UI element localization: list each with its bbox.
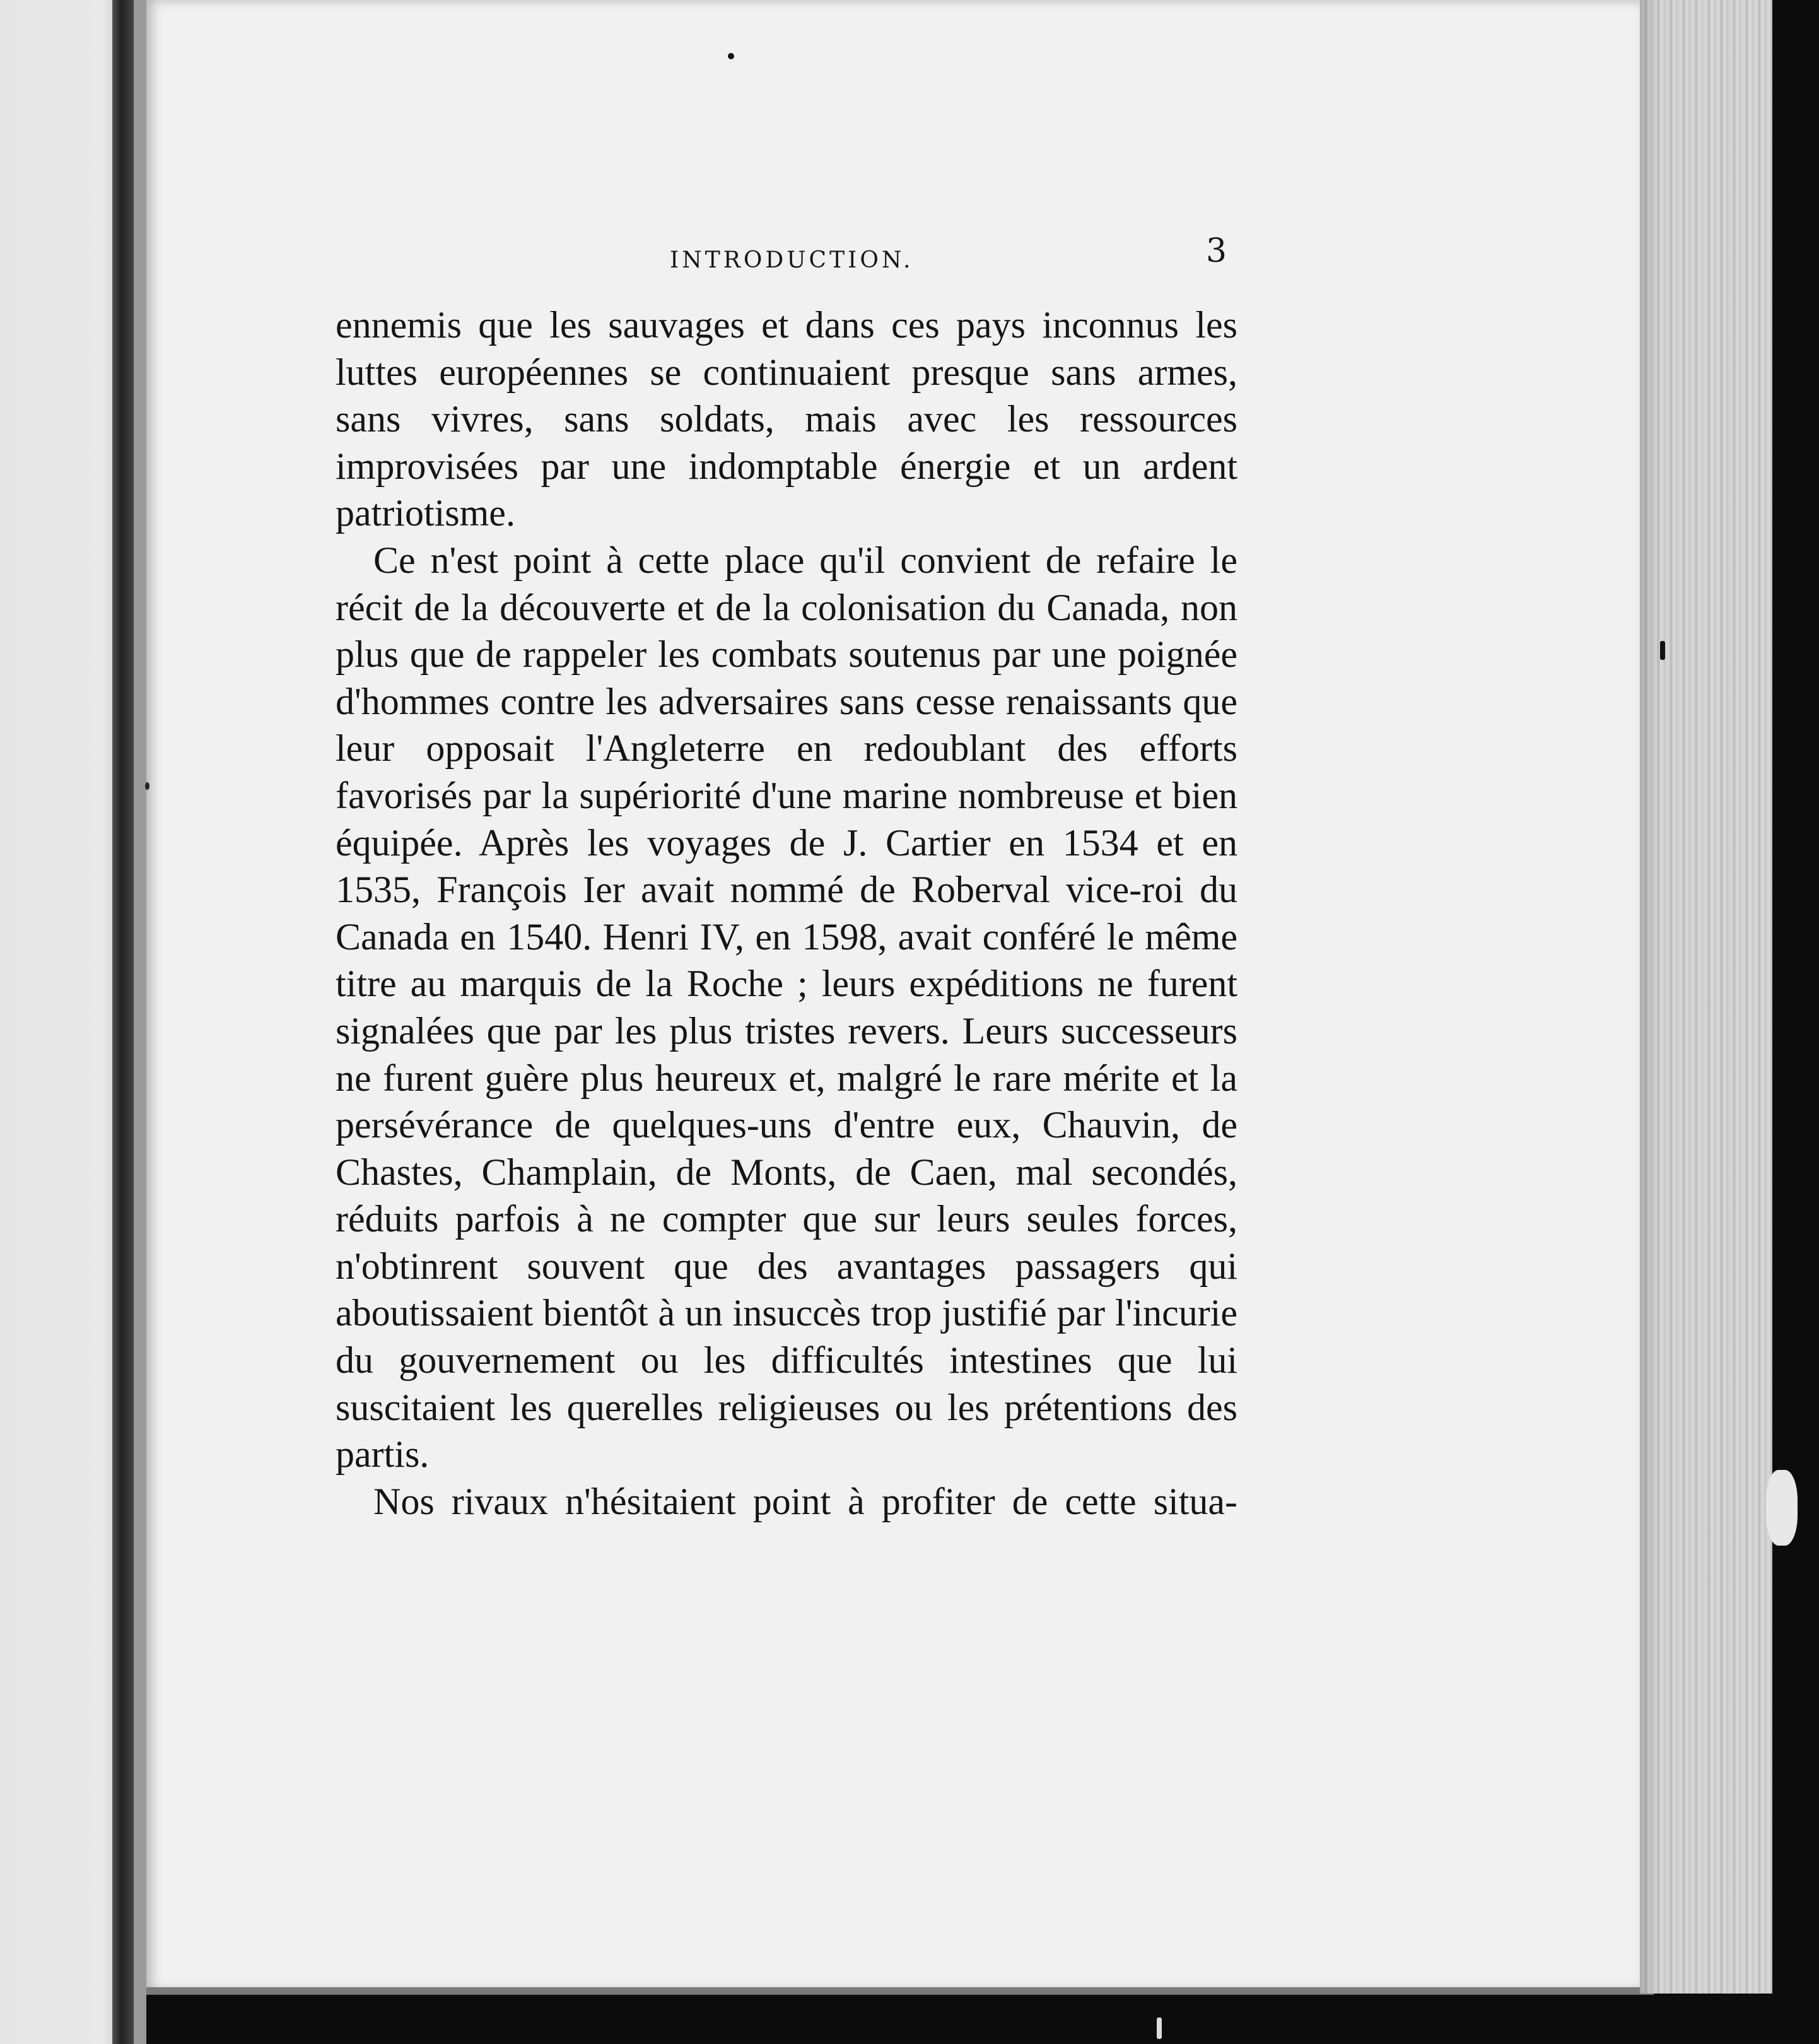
scan-speck [1157,2018,1162,2039]
fore-edge-pages [1640,0,1772,1994]
scan-speck [1660,641,1665,660]
scan-speck [145,782,149,790]
binding-shadow [112,0,134,2044]
page-number: 3 [1206,232,1227,270]
scan-speck [728,53,734,59]
binding-gap [134,0,146,2044]
paragraph-2: Ce n'est point à cette place qu'il convient de refaire le récit de la découverte et de la colonisation du Canada, non plus que de rappeler les combats soutenus par une poignée d'hommes contre les adversaires sans cesse renaissants que leur opposait l'Angleterre en redoublant des efforts favorisés par la supériorité d'une marine nombreuse et bien équipée. Après les voyages de J. Cartier en 1534 et en 1535, François Ier avait nommé de Roberval vice-roi du Canada en 1540. Henri IV, en 1598, avait conféré le même titre au marquis de la Roche ; leurs expéditions ne furent signalées que par les plus tristes revers. Leurs successeurs ne furent guère plus heureux et, malgré le rare mérite et la persévérance de quelques-uns d'entre eux, Chauvin, de Chastes, Champlain, de Monts, de Caen, mal secondés, réduits parfois à ne compter que sur leurs seules forces, n'obtinrent souvent que des avantages passagers qui aboutissaient bientôt à un insuccès trop justifié par l'incurie du gouvernement ou les difficultés intestines que lui suscitaient les querelles religieuses ou les prétentions des partis. [336,539,1237,1476]
running-head: INTRODUCTION. [670,247,914,273]
paragraph-3: Nos rivaux n'hésitaient point à profiter de cette situa- [373,1480,1237,1522]
scan-speck [1766,1470,1798,1546]
paragraph-1: ennemis que les sauvages et dans ces pays inconnus les luttes européennes se continuaient presque sans armes, sans vivres, sans soldats, mais avec les ressources improvisées par une indomptable énergie et un ardent patriotisme. [336,304,1237,534]
previous-page-edge [0,0,120,2044]
page-body [336,302,1237,1525]
fore-edge-shadow [1640,0,1659,1994]
page-bottom-edge [146,1987,1654,1995]
